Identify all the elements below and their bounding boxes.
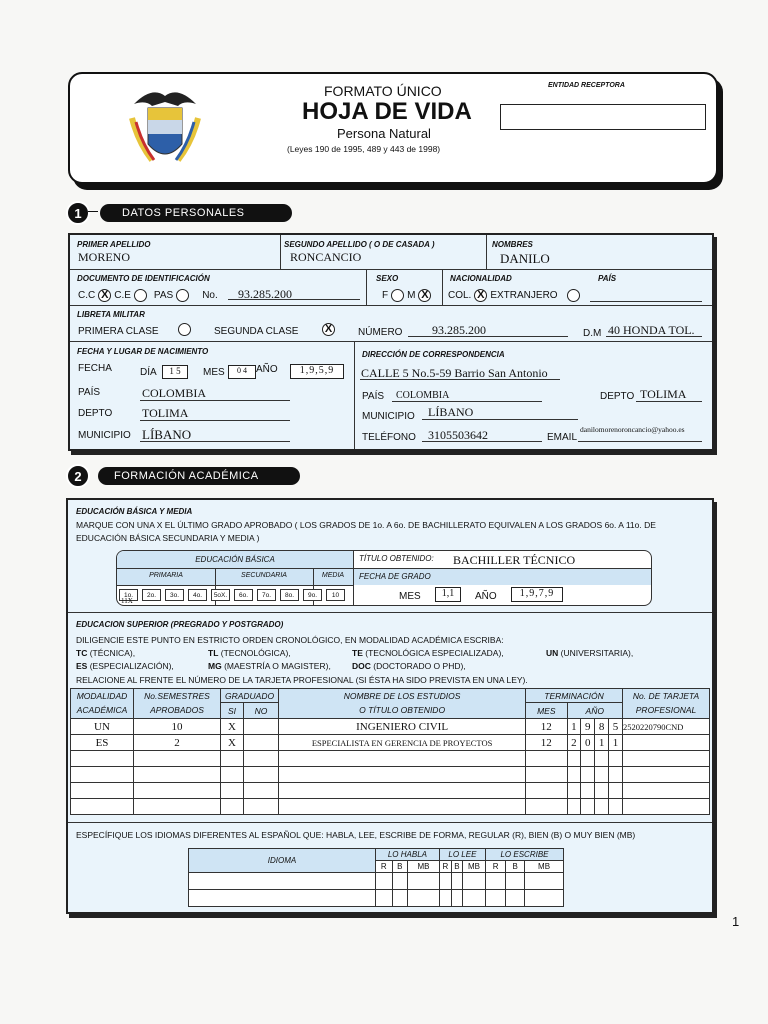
cell-a3[interactable]: 1 — [595, 735, 609, 751]
cell-mes[interactable]: 12 — [526, 719, 567, 735]
grado-cell[interactable]: 2o. — [142, 589, 161, 601]
col-nombre-1: NOMBRE DE LOS ESTUDIOS — [279, 689, 526, 703]
grado-extra: 11X — [121, 597, 133, 605]
extranjero-radio[interactable] — [567, 289, 580, 302]
doc-type-group — [78, 289, 218, 302]
email-label: EMAIL — [547, 432, 578, 443]
header-box — [68, 72, 718, 184]
page-number: 1 — [732, 914, 740, 929]
secundaria-label: SECUNDARIA — [241, 572, 287, 579]
nombres-value[interactable]: DANILO — [500, 251, 550, 266]
modalidad-text: (TECNOLÓGICA ESPECIALIZADA), — [365, 648, 504, 658]
pais-corr-value[interactable]: COLOMBIA — [396, 390, 450, 401]
grado-cell[interactable]: 4o. — [188, 589, 207, 601]
modalidad-code: TC — [76, 648, 88, 658]
cell-mod[interactable] — [71, 799, 134, 815]
primera-clase-label: PRIMERA CLASE — [78, 326, 159, 337]
cell-tarjeta[interactable] — [623, 783, 710, 799]
dia-label: DÍA — [140, 367, 157, 378]
section-2-header — [66, 464, 300, 488]
cell-si[interactable]: X — [221, 735, 244, 751]
cell-tarjeta[interactable] — [623, 751, 710, 767]
mes-grado-label: MES — [399, 591, 421, 602]
col-lo-lee: LO LEE — [439, 849, 485, 861]
modalidad-code: ES — [76, 661, 88, 671]
cell-si[interactable] — [221, 751, 244, 767]
table-row[interactable] — [71, 783, 710, 799]
col-lo-escribe: LO ESCRIBE — [485, 849, 563, 861]
sexo-label: SEXO — [376, 274, 399, 283]
idioma-row[interactable] — [189, 873, 564, 890]
section-2-title: FORMACIÓN ACADÉMICA — [98, 467, 300, 485]
modalidad-item — [208, 661, 331, 671]
cell-sem[interactable] — [134, 783, 221, 799]
cell-a1[interactable] — [567, 751, 581, 767]
anio-label: AÑO — [256, 364, 278, 375]
table-row[interactable] — [71, 719, 710, 735]
titulo-value[interactable]: BACHILLER TÉCNICO — [453, 553, 576, 567]
sexo-group — [382, 289, 431, 302]
dm-value[interactable]: 40 HONDA TOL. — [608, 323, 695, 337]
grado-cell[interactable]: 10 — [326, 589, 345, 601]
coat-of-arms-icon — [124, 82, 206, 178]
col-semestres-2: APROBADOS — [134, 703, 221, 719]
cell-a2[interactable]: 9 — [581, 719, 595, 735]
col-idioma: IDIOMA — [189, 849, 376, 873]
nacionalidad-label: NACIONALIDAD — [450, 274, 512, 283]
table-row[interactable] — [71, 799, 710, 815]
extranjero-label: EXTRANJERO — [490, 290, 558, 301]
municipio-corr-value[interactable]: LÍBANO — [428, 405, 474, 419]
cell-a3[interactable] — [595, 767, 609, 783]
media-label: MEDIA — [321, 572, 345, 579]
cell-tarjeta[interactable]: 2520220790CND — [623, 719, 710, 735]
depto-corr-label: DEPTO — [600, 391, 635, 402]
cell-no[interactable] — [244, 783, 279, 799]
grado-cell[interactable]: 6o. — [234, 589, 253, 601]
cell-a1[interactable] — [567, 767, 581, 783]
nombres-label: NOMBRES — [492, 240, 533, 249]
cell-tarjeta[interactable] — [623, 799, 710, 815]
cell-si[interactable] — [221, 767, 244, 783]
superior-table — [70, 688, 710, 815]
col-radio[interactable]: X — [474, 289, 487, 302]
modalidad-item — [76, 661, 174, 671]
col-terminacion: TERMINACIÓN — [526, 689, 623, 703]
segundo-apellido-value[interactable]: RONCANCIO — [290, 250, 362, 264]
modalidad-code: TL — [208, 648, 219, 658]
cell-a3[interactable] — [595, 799, 609, 815]
col-si: SI — [221, 703, 244, 719]
pas-radio[interactable] — [176, 289, 189, 302]
mes-label: MES — [203, 367, 225, 378]
cell-nombre[interactable]: ESPECIALISTA EN GERENCIA DE PROYECTOS — [279, 735, 526, 751]
cell-mod[interactable]: ES — [71, 735, 134, 751]
m-radio[interactable]: X — [418, 289, 431, 302]
doc-number-value[interactable]: 93.285.200 — [238, 287, 292, 301]
cell-a1[interactable] — [567, 783, 581, 799]
grados-row — [117, 586, 353, 605]
col-anio: AÑO — [567, 703, 623, 719]
grado-cell[interactable]: 7o. — [257, 589, 276, 601]
cell-sem[interactable] — [134, 767, 221, 783]
cell-a1[interactable]: 2 — [567, 735, 581, 751]
subtitle: Persona Natural — [337, 126, 431, 141]
modalidad-text: (TECNOLÓGICA), — [220, 648, 291, 658]
grado-cell[interactable]: 1o. — [119, 589, 138, 601]
libreta-number-value[interactable]: 93.285.200 — [432, 323, 486, 337]
cell-mod[interactable] — [71, 751, 134, 767]
entidad-label: ENTIDAD RECEPTORA — [548, 82, 625, 89]
dm-label: D.M — [583, 328, 602, 339]
cell-mes[interactable] — [526, 783, 567, 799]
cell-tarjeta[interactable] — [623, 767, 710, 783]
modalidad-text: (ESPECIALIZACIÓN), — [89, 661, 174, 671]
col-mes: MES — [526, 703, 567, 719]
col-nombre-2: O TÍTULO OBTENIDO — [279, 703, 526, 719]
cell-no[interactable] — [244, 719, 279, 735]
modalidad-code: DOC — [352, 661, 371, 671]
primaria-label: PRIMARIA — [149, 572, 183, 579]
cell-mes[interactable] — [526, 799, 567, 815]
superior-title: EDUCACION SUPERIOR (PREGRADO Y POSTGRADO) — [76, 620, 284, 629]
modalidad-item — [352, 648, 504, 658]
cell-a4[interactable]: 5 — [609, 719, 623, 735]
escribe-r: R — [485, 861, 505, 873]
cell-nombre[interactable]: INGENIERO CIVIL — [279, 719, 526, 735]
cell-nombre[interactable] — [279, 799, 526, 815]
section-1-title: DATOS PERSONALES — [100, 204, 292, 222]
modalidad-code: UN — [546, 648, 559, 658]
cell-si[interactable] — [221, 783, 244, 799]
idiomas-instructions: ESPECÍFIQUE LOS IDIOMAS DIFERENTES AL ESPAÑOL QUE: HABLA, LEE, ESCRIBE DE FORMA, REGULAR (R), BIEN (B) O MUY BIEN (MB) — [76, 830, 636, 840]
col-semestres-1: No.SEMESTRES — [134, 689, 221, 703]
section-1-number: 1 — [66, 201, 90, 225]
section-1-header — [66, 201, 292, 225]
grado-cell[interactable]: 3o. — [165, 589, 184, 601]
col-lo-habla: LO HABLA — [376, 849, 440, 861]
segunda-clase-radio[interactable]: X — [322, 323, 335, 336]
modalidad-code: MG — [208, 661, 222, 671]
col-tarjeta-1: No. DE TARJETA — [623, 689, 710, 703]
anio-value[interactable]: 1,9,5,9 — [290, 364, 344, 379]
primer-apellido-value[interactable]: MORENO — [78, 250, 131, 264]
edu-basica-label: EDUCACIÓN BÁSICA — [195, 555, 275, 564]
superior-instructions: DILIGENCIE ESTE PUNTO EN ESTRICTO ORDEN CRONOLÓGICO, EN MODALIDAD ACADÉMICA ESCRIBA: — [76, 635, 504, 645]
cell-sem[interactable]: 2 — [134, 735, 221, 751]
formacion-panel — [66, 498, 714, 914]
no-label: No. — [202, 290, 218, 301]
depto-nac-value[interactable]: TOLIMA — [142, 406, 189, 420]
cell-sem[interactable]: 10 — [134, 719, 221, 735]
cell-a4[interactable] — [609, 783, 623, 799]
primera-clase-radio[interactable] — [178, 323, 191, 336]
modalidad-code: TE — [352, 648, 363, 658]
segunda-clase-label: SEGUNDA CLASE — [214, 326, 299, 337]
fecha-label: FECHA — [78, 363, 112, 374]
cell-a3[interactable]: 8 — [595, 719, 609, 735]
lee-b: B — [451, 861, 462, 873]
cell-a4[interactable] — [609, 767, 623, 783]
anio-grado-label: AÑO — [475, 591, 497, 602]
escribe-mb: MB — [525, 861, 564, 873]
cell-a2[interactable] — [581, 767, 595, 783]
libreta-label: LIBRETA MILITAR — [77, 310, 145, 319]
leyes-text: (Leyes 190 de 1995, 489 y 443 de 1998) — [287, 144, 441, 154]
table-row[interactable] — [71, 751, 710, 767]
modalidad-text: (MAESTRÍA O MAGISTER), — [224, 661, 331, 671]
grado-cell[interactable]: 9o. — [303, 589, 322, 601]
telefono-value[interactable]: 3105503642 — [428, 428, 488, 442]
lee-mb: MB — [462, 861, 485, 873]
cell-sem[interactable] — [134, 751, 221, 767]
ce-label: C.E — [114, 290, 131, 301]
telefono-label: TELÉFONO — [362, 432, 416, 443]
modalidad-item — [546, 648, 633, 658]
primer-apellido-label: PRIMER APELLIDO — [77, 240, 151, 249]
entidad-receptora-field[interactable] — [500, 104, 706, 130]
cell-sem[interactable] — [134, 799, 221, 815]
nacimiento-label: FECHA Y LUGAR DE NACIMIENTO — [77, 347, 209, 356]
habla-b: B — [392, 861, 407, 873]
col-modalidad-2: ACADÉMICA — [71, 703, 134, 719]
direccion-value[interactable]: CALLE 5 No.5-59 Barrio San Antonio — [361, 366, 548, 380]
depto-corr-value[interactable]: TOLIMA — [640, 387, 687, 401]
direccion-label: DIRECCIÓN DE CORRESPONDENCIA — [362, 350, 505, 359]
cell-si[interactable]: X — [221, 719, 244, 735]
col-graduado: GRADUADO — [221, 689, 279, 703]
modalidad-item — [352, 661, 466, 671]
basica-box — [116, 550, 652, 606]
cell-mod[interactable]: UN — [71, 719, 134, 735]
habla-r: R — [376, 861, 393, 873]
titulo-label: TÍTULO OBTENIDO: — [359, 554, 434, 563]
cc-radio[interactable]: X — [98, 289, 111, 302]
modalidades-list — [76, 648, 696, 674]
modalidad-text: (DOCTORADO O PHD), — [373, 661, 466, 671]
pais-nac-value[interactable]: COLOMBIA — [142, 386, 207, 400]
pais-field[interactable] — [590, 301, 702, 302]
pais-label: PAÍS — [598, 274, 617, 283]
formato-label: FORMATO ÚNICO — [324, 83, 442, 99]
lee-r: R — [439, 861, 451, 873]
ce-radio[interactable] — [134, 289, 147, 302]
cell-no[interactable] — [244, 799, 279, 815]
cell-a4[interactable]: 1 — [609, 735, 623, 751]
anio-grado-value[interactable]: 1,9,7,9 — [511, 587, 563, 602]
fecha-grado-label: FECHA DE GRADO — [359, 572, 431, 581]
cell-a2[interactable] — [581, 799, 595, 815]
cell-a2[interactable] — [581, 783, 595, 799]
idiomas-table — [188, 848, 564, 907]
cell-mod[interactable] — [71, 783, 134, 799]
datos-personales-panel — [68, 233, 714, 451]
mes-value[interactable]: 0 4 — [228, 365, 256, 379]
grado-cell[interactable]: 5oX. — [211, 589, 230, 601]
cell-a3[interactable] — [595, 751, 609, 767]
col-no: NO — [244, 703, 279, 719]
cell-a2[interactable] — [581, 751, 595, 767]
escribe-b: B — [506, 861, 525, 873]
cell-tarjeta[interactable] — [623, 735, 710, 751]
cell-no[interactable] — [244, 751, 279, 767]
municipio-nac-value[interactable]: LÍBANO — [142, 427, 192, 442]
section-2-number: 2 — [66, 464, 90, 488]
mes-grado-value[interactable]: 1,1 — [435, 587, 461, 602]
f-label: F — [382, 290, 389, 301]
basica-title: EDUCACIÓN BÁSICA Y MEDIA — [76, 507, 193, 516]
cell-a1[interactable] — [567, 799, 581, 815]
cell-mes[interactable] — [526, 767, 567, 783]
cell-a4[interactable] — [609, 799, 623, 815]
table-row[interactable] — [71, 735, 710, 751]
municipio-nac-label: MUNICIPIO — [78, 430, 131, 441]
depto-nac-label: DEPTO — [78, 408, 113, 419]
email-value[interactable]: danilomorenoroncancio@yahoo.es — [580, 425, 685, 434]
table-row[interactable] — [71, 767, 710, 783]
cell-nombre[interactable] — [279, 767, 526, 783]
modalidad-text: (UNIVERSITARIA), — [560, 648, 634, 658]
modalidad-item — [76, 648, 135, 658]
cell-mes[interactable] — [526, 751, 567, 767]
idioma-row[interactable] — [189, 890, 564, 907]
modalidad-text: (TÉCNICA), — [89, 648, 136, 658]
m-label: M — [407, 290, 416, 301]
pas-label: PAS — [153, 290, 174, 301]
cell-mod[interactable] — [71, 767, 134, 783]
col-tarjeta-2: PROFESIONAL — [623, 703, 710, 719]
municipio-corr-label: MUNICIPIO — [362, 411, 415, 422]
nacionalidad-group — [448, 289, 580, 302]
pais-corr-label: PAÍS — [362, 391, 385, 402]
cell-no[interactable] — [244, 767, 279, 783]
col-label: COL. — [448, 290, 472, 301]
pais-nac-label: PAÍS — [78, 387, 101, 398]
habla-mb: MB — [408, 861, 440, 873]
dia-value[interactable]: 1 5 — [162, 365, 188, 379]
cell-a2[interactable]: 0 — [581, 735, 595, 751]
basica-instructions: MARQUE CON UNA X EL ÚLTIMO GRADO APROBADO ( LOS GRADOS DE 1o. A 6o. DE BACHILLERATO EQUIVALEN A LOS GRADOS 6o. A 11o. DE EDUCACIÓN BÁSICA SECUNDARIA Y MEDIA ) — [76, 520, 656, 543]
f-radio[interactable] — [391, 289, 404, 302]
cell-nombre[interactable] — [279, 751, 526, 767]
cc-label: C.C — [78, 290, 96, 301]
numero-label: NÚMERO — [358, 327, 403, 338]
cell-si[interactable] — [221, 799, 244, 815]
page-title: HOJA DE VIDA — [302, 98, 472, 125]
cell-a4[interactable] — [609, 751, 623, 767]
segundo-apellido-label: SEGUNDO APELLIDO ( O DE CASADA ) — [284, 240, 435, 249]
cell-a1[interactable]: 1 — [567, 719, 581, 735]
grado-cell[interactable]: 8o. — [280, 589, 299, 601]
cell-mes[interactable]: 12 — [526, 735, 567, 751]
cell-no[interactable] — [244, 735, 279, 751]
col-modalidad-1: MODALIDAD — [71, 689, 134, 703]
cell-nombre[interactable] — [279, 783, 526, 799]
tarjeta-instructions: RELACIONE AL FRENTE EL NÚMERO DE LA TARJETA PROFESIONAL (SI ÉSTA HA SIDO PREVISTA EN UNA LEY). — [76, 675, 528, 685]
cell-a3[interactable] — [595, 783, 609, 799]
modalidad-item — [208, 648, 291, 658]
documento-label: DOCUMENTO DE IDENTIFICACIÓN — [77, 274, 210, 283]
